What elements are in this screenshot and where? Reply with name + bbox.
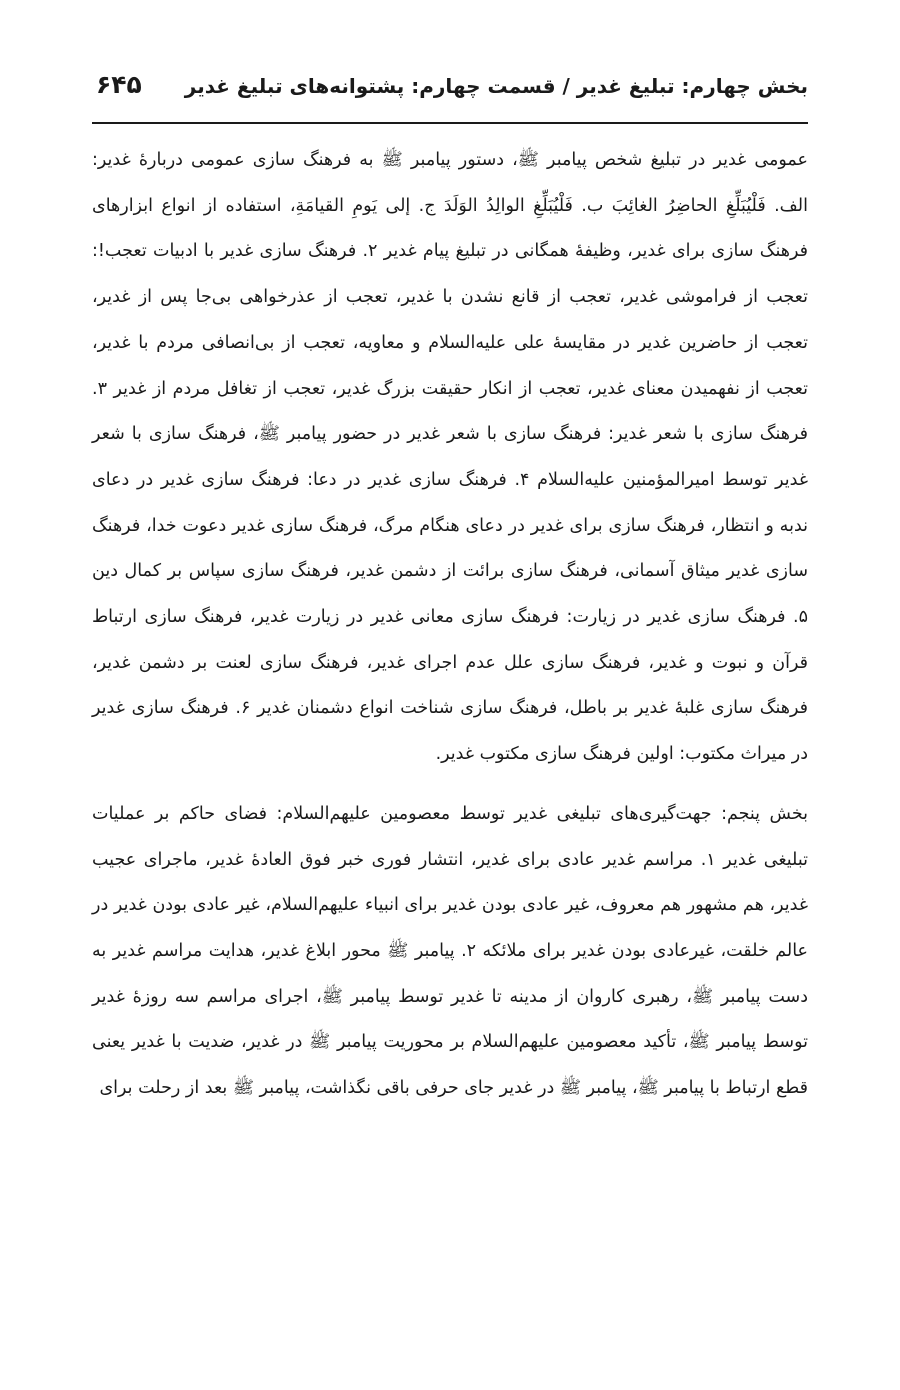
paragraph: بخش پنجم: جهت‌گیری‌های تبلیغی غدیر توسط معصومین علیهم‌السلام: فضای حاکم بر عملیات تبلیغی غدیر ۱. مراسم غدیر عادی برای غدیر، انتشار فوری خبر فوق العادۀ غدیر، ماجرای عجیب غدیر، هم مشهور هم معروف، غیر عادی بودن غدیر برای انبیاء علیهم‌السلام، غیر عادی بودن غدیر در عالم خلقت، غیرعادی بودن غدیر برای ملائکه ۲. پیامبر ﷺ محور ابلاغ غدیر، هدایت مراسم غدیر به دست پیامبر ﷺ، رهبری کاروان از مدینه تا غدیر توسط پیامبر ﷺ، اجرای مراسم سه روزۀ غدیر توسط پیامبر ﷺ، تأکید معصومین علیهم‌السلام بر محوریت پیامبر ﷺ در غدیر، ضدیت با غدیر یعنی قطع ارتباط با پیامبر ﷺ، پیامبر ﷺ در غدیر جای حرفی باقی نگذاشت، پیامبر ﷺ بعد از رحلت برای: [92, 803, 809, 1099]
body-text: [92, 138, 808, 1112]
page-number: ۶۴۵: [96, 70, 142, 99]
paragraph: عمومی غدیر در تبلیغ شخص پیامبر ﷺ، دستور پیامبر ﷺ به فرهنگ سازی عمومی دربارۀ غدیر: الف. فَلْیُبَلِّغِ الحاضِرُ الغائِبَ ب. فَلْیُبَلِّغِ الوالِدُ الوَلَدَ ج. إلی یَومِ القیامَةِ، استفاده از انواع ابزارهای فرهنگ سازی برای غدیر، وظیفۀ همگانی در تبلیغ پیام غدیر ۲. فرهنگ سازی غدیر با ادبیات تعجب!: تعجب از فراموشی غدیر، تعجب از قانع نشدن با غدیر، تعجب از عذرخواهی بی‌جا پس از غدیر، تعجب از حاضرین غدیر در مقایسۀ علی علیه‌السلام و معاویه، تعجب از بی‌انصافی مردم با غدیر، تعجب از نفهمیدن معنای غدیر، تعجب از انکار حقیقت بزرگ غدیر، تعجب از تغافل مردم از غدیر ۳. فرهنگ سازی با شعر غدیر: فرهنگ سازی با شعر غدیر در حضور پیامبر ﷺ، فرهنگ سازی با شعر غدیر توسط امیرالمؤمنین علیه‌السلام ۴. فرهنگ سازی غدیر در دعا: فرهنگ سازی غدیر در دعای ندبه و انتظار، فرهنگ سازی برای غدیر در دعای هنگام مرگ، فرهنگ سازی غدیر دعوت خدا، فرهنگ سازی غدیر میثاق آسمانی، فرهنگ سازی برائت از دشمن غدیر، فرهنگ سازی سپاس بر کمال دین ۵. فرهنگ سازی غدیر در زیارت: فرهنگ سازی معانی غدیر در زیارت غدیر، فرهنگ سازی ارتباط قرآن و نبوت و غدیر، فرهنگ سازی علل عدم اجرای غدیر، فرهنگ سازی لعنت بر دشمن غدیر، فرهنگ سازی غلبۀ غدیر بر باطل، فرهنگ سازی شناخت انواع دشمنان غدیر ۶. فرهنگ سازی غدیر در میراث مکتوب: اولین فرهنگ سازی مکتوب غدیر.: [92, 150, 809, 765]
page-header: [92, 60, 808, 124]
running-title: بخش چهارم: تبلیغ غدیر / قسمت چهارم: پشتوانه‌های تبلیغ غدیر: [184, 74, 808, 98]
